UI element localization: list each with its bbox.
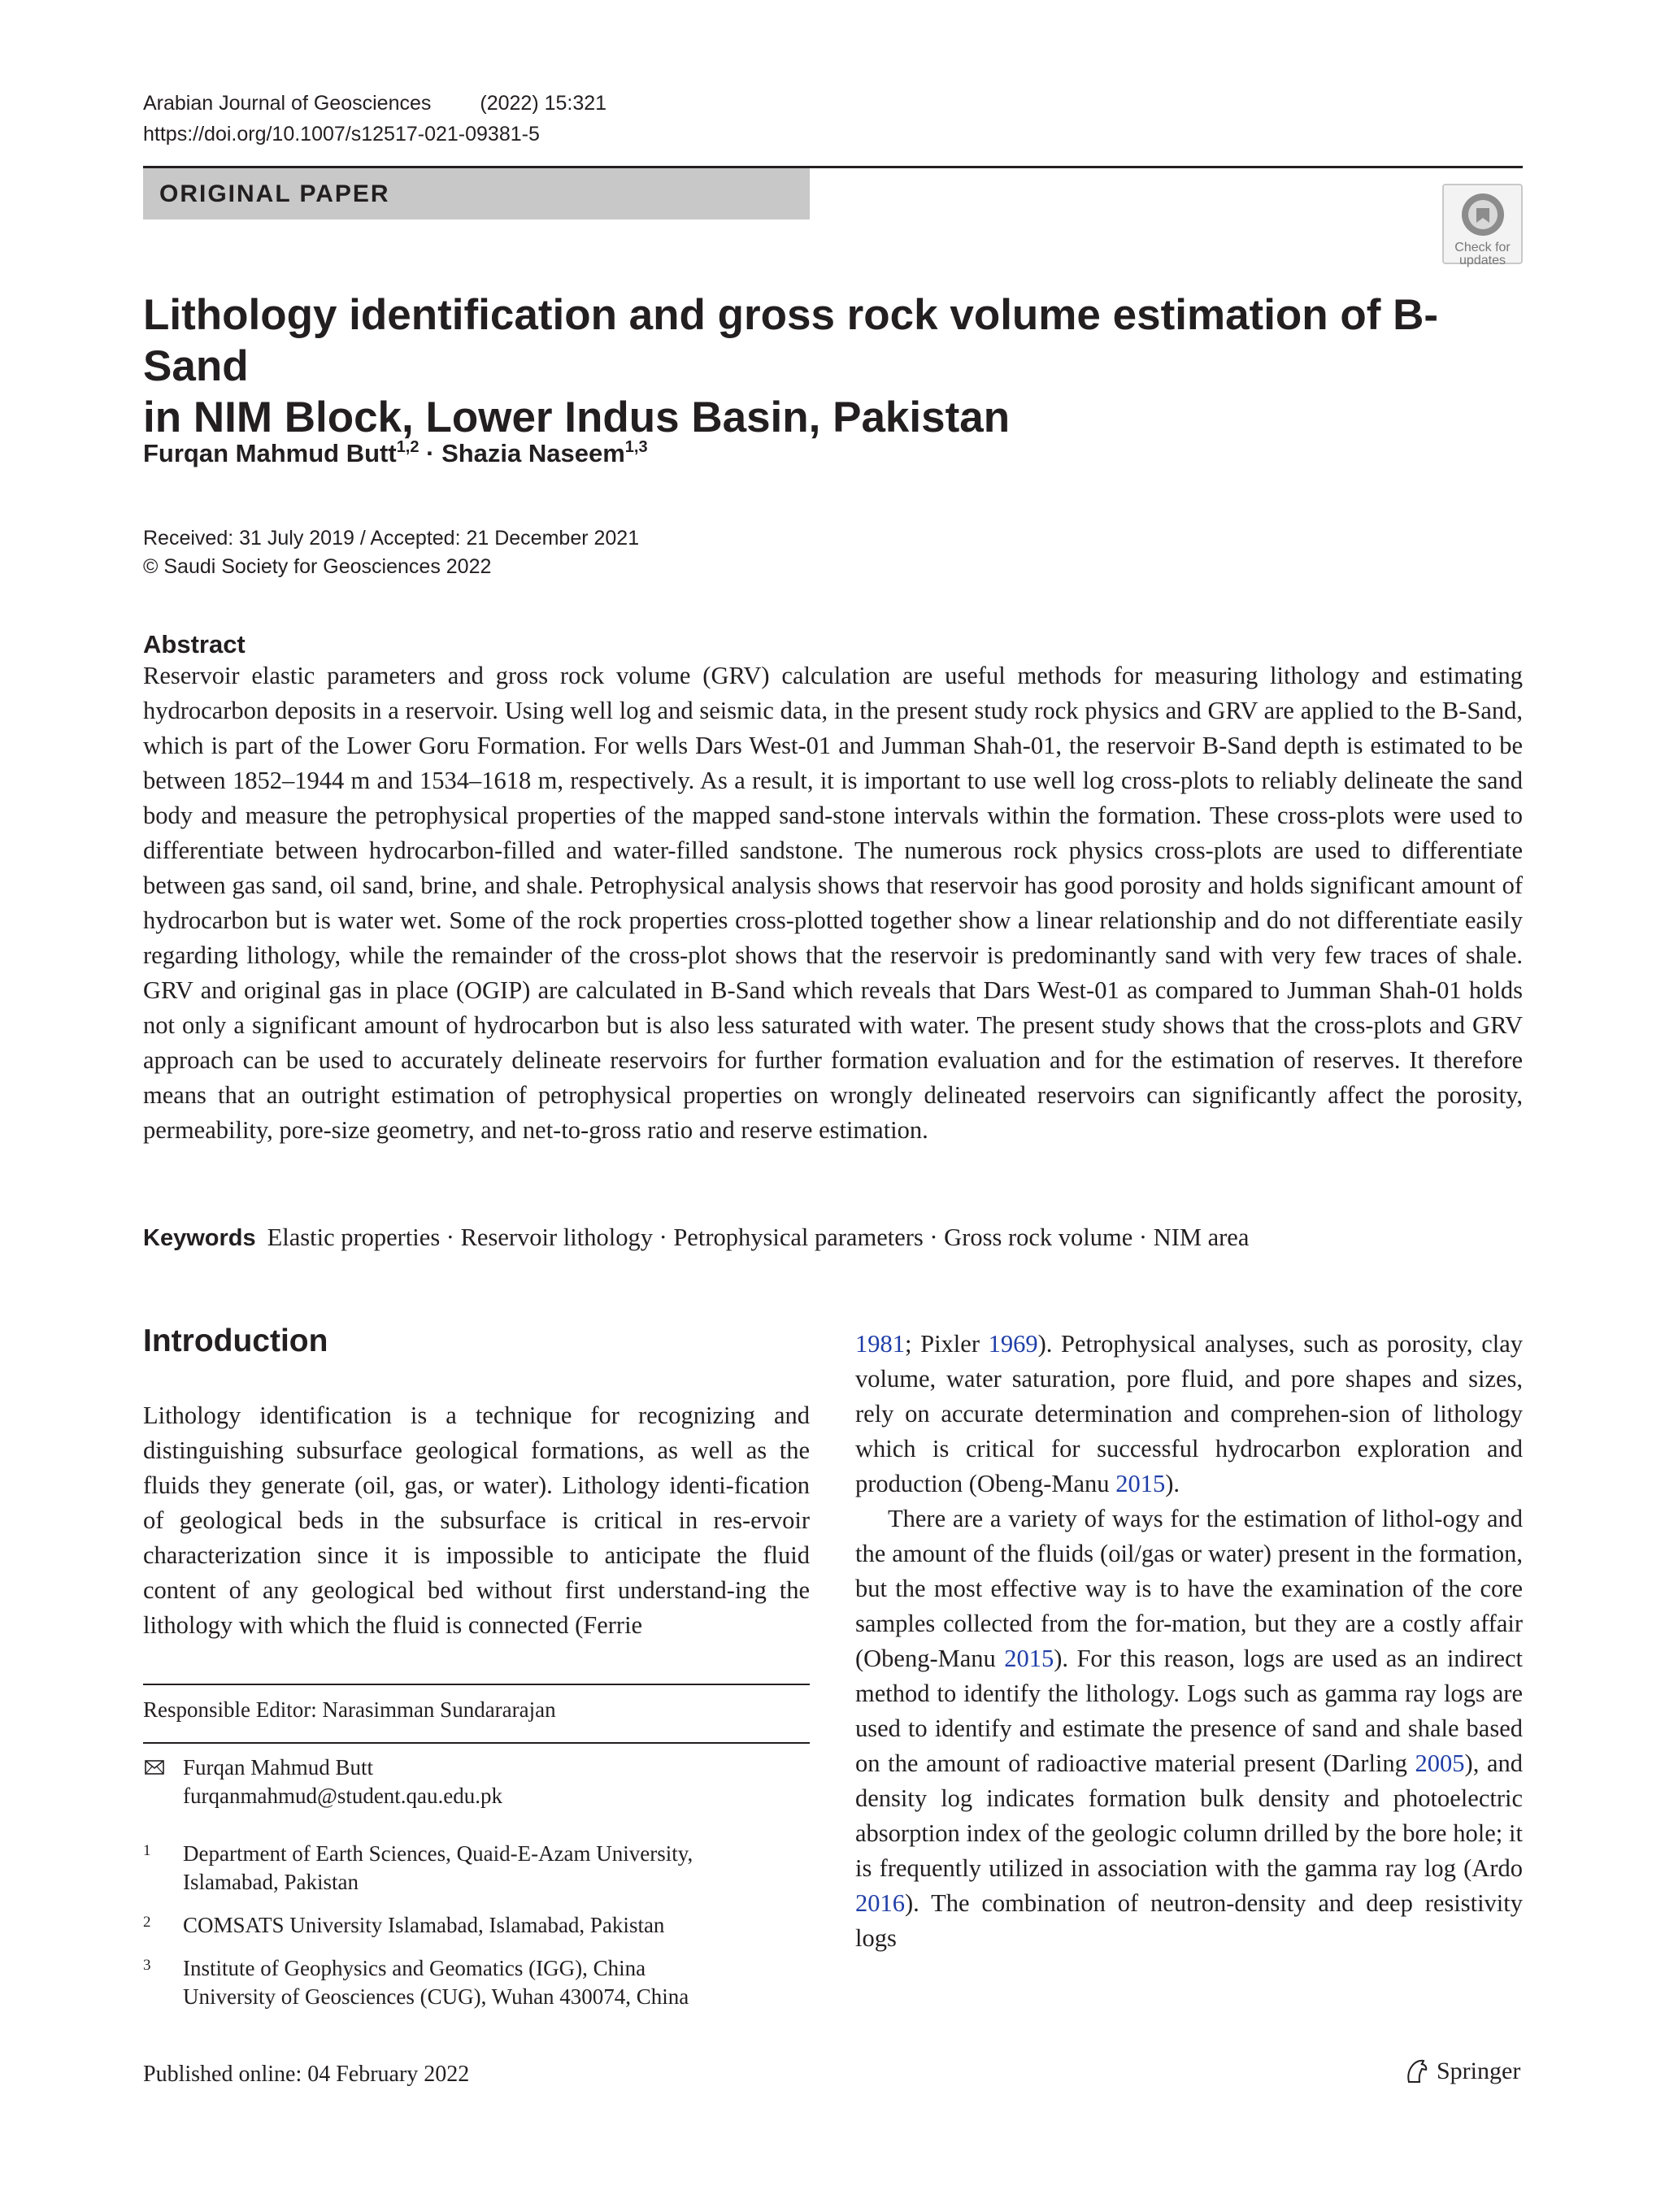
affiliation-text [183,1954,689,2011]
corresponding-author-info [183,1754,502,1810]
affiliation-number: 3 [143,1957,151,1974]
author-affiliation-marker: 1,2 [396,438,420,456]
received-accepted-dates: Received: 31 July 2019 / Accepted: 21 December 2021 [143,527,640,550]
publisher-name: Springer [1437,2058,1521,2084]
author-separator: · [419,439,442,467]
responsible-editor: Responsible Editor: Narasimman Sundararajan [143,1697,556,1722]
copyright-notice: © Saudi Society for Geosciences 2022 [143,555,492,578]
springer-horse-icon [1402,2058,1430,2085]
affiliation-number: 2 [143,1914,151,1931]
publisher-logo [1402,2058,1520,2085]
title-line-2: in NIM Block, Lower Indus Basin, Pakistan [143,393,1011,441]
article-title [143,289,1444,443]
affiliation-text [183,1840,693,1897]
paragraph-text: ). For this reason, logs are used as an indirect method to identify the lithology. Logs such as gamma ray logs are used to identify and estimate the presence of sand and shale based on the amount of radioactive material present (Darling [855,1645,1523,1777]
intro-paragraph [855,1501,1523,1956]
abstract-text: Reservoir elastic parameters and gross rock volume (GRV) calculation are useful methods for measuring lithology and estimating hydrocarbon deposits in a reservoir. Using well log and seismic data, in the present study rock physics and GRV are applied to the B-Sand, which is part of the Lower Goru Formation. For wells Dars West-01 and Jumman Shah-01, the reservoir B-Sand depth is estimated to be between 1852–1944 m and 1534–1618 m, respectively. As a result, it is important to use well log cross-plots to reliably delineate the sand body and measure the petrophysical properties of the mapped sand-stone intervals within the formation. These cross-plots were used to differentiate between hydrocarbon-filled and water-filled sandstone. The numerous rock physics cross-plots are used to differentiate between gas sand, oil sand, brine, and shale. Petrophysical analysis shows that reservoir has good porosity and holds significant amount of hydrocarbon but is water wet. Some of the rock properties cross-plotted together show a linear relationship and do not differentiate easily regarding lithology, while the remainder of the cross-plot shows that the reservoir is predominantly sand with very few traces of shale. GRV and original gas in place (OGIP) are calculated in B-Sand which reveals that Dars West-01 as compared to Jumman Shah-01 holds not only a significant amount of hydrocarbon but is also less saturated with water. The present study shows that the cross-plots and GRV approach can be used to accurately delineate reservoirs for further formation evaluation and for the estimation of reserves. It therefore means that an outright estimation of petrophysical properties on wrongly delineated reservoirs can significantly affect the porosity, permeability, pore-size geometry, and net-to-gross ratio and reserve estimation. [143,662,1523,1144]
corresponding-author-email[interactable]: furqanmahmud@student.qau.edu.pk [183,1784,503,1808]
citation-link[interactable]: 2005 [1415,1749,1465,1777]
left-column [143,1398,810,1643]
paragraph-text: ). Petrophysical analyses, such as porosity, clay volume, water saturation, pore fluid, and pore shapes and sizes, rely on accurate determination and comprehen-sion of lithology which is critical for successful hydrocarbon exploration and production (Obeng-Manu [855,1330,1523,1497]
check-for-updates-badge[interactable] [1442,184,1523,267]
citation-link[interactable]: 1969 [988,1330,1038,1358]
envelope-icon [145,1760,164,1775]
citation-link[interactable]: 2015 [1115,1470,1166,1497]
citation-link[interactable]: 2016 [855,1889,905,1917]
paragraph-text: There are a variety of ways for the estimation of lithol-ogy and the amount of the fluids (oil/gas or water) present in the formation, but the most effective way is to have the examination of the core samples collected from the for-mation, but they are a costly affair (Obeng-Manu [855,1505,1523,1672]
keywords-list: Elastic properties · Reservoir lithology · Petrophysical parameters · Gross rock volume · NIM area [267,1223,1250,1251]
footnote-rule [143,1742,810,1744]
affiliation-line: Islamabad, Pakistan [183,1870,359,1894]
keywords [143,1223,1249,1252]
doi-link[interactable]: https://doi.org/10.1007/s12517-021-09381-5 [143,123,540,146]
paragraph-text: ). The combination of neutron-density and deep resistivity logs [855,1889,1523,1952]
abstract-heading: Abstract [143,630,246,658]
paragraph-text: ; Pixler [905,1330,989,1358]
intro-paragraph-continued [855,1327,1523,1501]
journal-name: Arabian Journal of Geosciences [143,92,432,115]
citation-link[interactable]: 1981 [855,1330,905,1358]
check-updates-icon [1460,192,1506,237]
title-line-1: Lithology identification and gross rock volume estimation of B-Sand [143,291,1439,390]
journal-volume: (2022) 15:321 [480,92,607,115]
paragraph-text: ). [1165,1470,1180,1497]
check-updates-line1: Check for [1454,241,1511,254]
intro-paragraph: Lithology identification is a technique for recognizing and distinguishing subsurface geological formations, as well as the fluids they generate (oil, gas, or water). Lithology identi-fication of geological beds in the subsurface is critical in res-ervoir characterization since it is impossible to anticipate the fluid content of any geological bed without first understand-ing the lithology with which the fluid is connected (Ferrie [143,1402,810,1639]
check-updates-line2: updates [1459,254,1506,267]
right-column [855,1327,1523,1956]
author-list [143,439,648,468]
author-name[interactable]: Furqan Mahmud Butt [143,439,397,467]
author-affiliation-marker: 1,3 [624,438,648,456]
affiliation-line: Department of Earth Sciences, Quaid-E-Azam University, [183,1841,693,1866]
article-dates [143,524,639,581]
affiliation-number: 1 [143,1842,151,1859]
corresponding-author-name: Furqan Mahmud Butt [183,1755,373,1780]
keywords-label: Keywords [143,1225,256,1251]
affiliation-line: COMSATS University Islamabad, Islamabad, Pakistan [183,1913,665,1937]
paragraph-text: ), and density log indicates formation bulk density and photoelectric absorption index of the geologic column drilled by the bore hole; it is frequently utilized in association with the gamma ray log (Ardo [855,1749,1523,1882]
paper-type-label: ORIGINAL PAPER [143,168,810,219]
affiliation-line: University of Geosciences (CUG), Wuhan 430074, China [183,1984,689,2009]
affiliation-line: Institute of Geophysics and Geomatics (IGG), China [183,1956,646,1980]
published-online-date: Published online: 04 February 2022 [143,2062,470,2087]
affiliation-text [183,1911,664,1940]
journal-citation [143,92,606,115]
citation-link[interactable]: 2015 [1004,1645,1054,1672]
author-name[interactable]: Shazia Naseem [441,439,625,467]
footnote-rule [143,1684,810,1685]
section-heading-introduction: Introduction [143,1323,328,1358]
